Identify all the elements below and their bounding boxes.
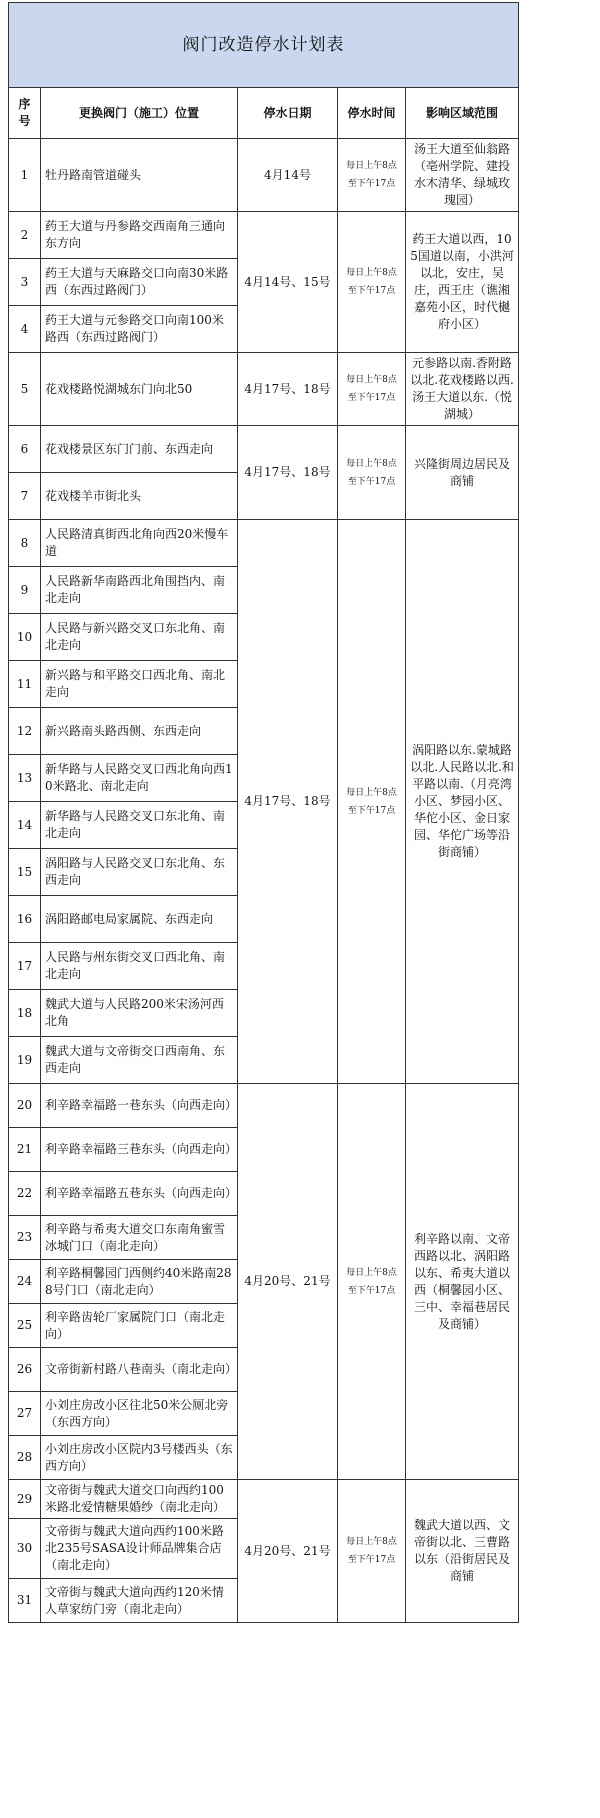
- header-location: 更换阀门（施工）位置: [41, 88, 238, 139]
- outage-date: 4月20号、21号: [238, 1480, 338, 1623]
- affected-area: 利辛路以南、文帝西路以北、涡阳路以东、希夷大道以西（桐馨园小区、三中、幸福巷居民及商铺）: [406, 1084, 519, 1480]
- outage-time-end: 至下午17点: [347, 805, 396, 816]
- row-number: 9: [9, 567, 41, 614]
- valve-location: 文帝街与魏武大道交口向西约100米路北爱情糖果婚纱（南北走向）: [41, 1480, 238, 1519]
- outage-time-start: 每日上午8点: [346, 1267, 397, 1278]
- valve-location: 文帝街与魏武大道向西约120米情人草家纺门旁（南北走向）: [41, 1579, 238, 1623]
- outage-date: 4月17号、18号: [238, 353, 338, 426]
- valve-location: 人民路与州东街交叉口西北角、南北走向: [41, 943, 238, 990]
- outage-time-end: 至下午17点: [347, 1555, 396, 1565]
- valve-location: 牡丹路南管道碰头: [41, 139, 238, 212]
- valve-location: 人民路与新兴路交叉口东北角、南北走向: [41, 614, 238, 661]
- valve-location: 涡阳路邮电局家属院、东西走向: [41, 896, 238, 943]
- schedule-sheet: [8, 2, 518, 1814]
- valve-location: 人民路新华南路西北角围挡内、南北走向: [41, 567, 238, 614]
- table-row: [9, 212, 519, 259]
- row-number: 17: [9, 943, 41, 990]
- row-number: 4: [9, 306, 41, 353]
- row-number: 8: [9, 520, 41, 567]
- row-number: 3: [9, 259, 41, 306]
- affected-area: 药王大道以西，105国道以南，小洪河以北，安庄，吴庄，西王庄（谯湘嘉苑小区，时代樾府小区）: [406, 212, 519, 353]
- header-date: 停水日期: [238, 88, 338, 139]
- valve-location: 新华路与人民路交叉口东北角、南北走向: [41, 802, 238, 849]
- row-number: 21: [9, 1128, 41, 1172]
- header-time: 停水时间: [338, 88, 406, 139]
- outage-date: 4月17号、18号: [238, 426, 338, 520]
- affected-area: 元参路以南.香附路以北.花戏楼路以西.汤王大道以东.（悦湖城）: [406, 353, 519, 426]
- outage-time: [338, 1480, 406, 1623]
- table-row: [9, 139, 519, 212]
- row-number: 19: [9, 1037, 41, 1084]
- row-number: 26: [9, 1348, 41, 1392]
- table-row: [9, 1480, 519, 1519]
- outage-date: 4月20号、21号: [238, 1084, 338, 1480]
- row-number: 10: [9, 614, 41, 661]
- row-number: 22: [9, 1172, 41, 1216]
- table-row: [9, 353, 519, 426]
- valve-location: 药王大道与丹参路交西南角三通向东方向: [41, 212, 238, 259]
- row-number: 15: [9, 849, 41, 896]
- valve-location: 新兴路与和平路交口西北角、南北走向: [41, 661, 238, 708]
- affected-area: 魏武大道以西、文帝街以北、三曹路以东（沿街居民及商铺: [406, 1480, 519, 1623]
- outage-date: 4月17号、18号: [238, 520, 338, 1084]
- outage-time: [338, 212, 406, 353]
- outage-date: 4月14号: [238, 139, 338, 212]
- affected-area: 涡阳路以东.蒙城路以北.人民路以北.和平路以南.（月亮湾小区、梦园小区、华佗小区、金日家园、华佗广场等沿街商铺）: [406, 520, 519, 1084]
- valve-location: 利辛路幸福路一巷东头（向西走向）: [41, 1084, 238, 1128]
- valve-location: 小刘庄房改小区往北50米公厕北旁（东西方向）: [41, 1392, 238, 1436]
- row-number: 18: [9, 990, 41, 1037]
- valve-location: 花戏楼景区东门门前、东西走向: [41, 426, 238, 473]
- outage-time-start: 每日上午8点: [346, 1537, 397, 1547]
- row-number: 14: [9, 802, 41, 849]
- valve-location: 花戏楼路悦湖城东门向北50: [41, 353, 238, 426]
- outage-time-start: 每日上午8点: [346, 375, 397, 385]
- row-number: 31: [9, 1579, 41, 1623]
- valve-location: 利辛路桐馨园门西侧约40米路南288号门口（南北走向）: [41, 1260, 238, 1304]
- row-number: 24: [9, 1260, 41, 1304]
- valve-location: 人民路清真街西北角向西20米慢车道: [41, 520, 238, 567]
- valve-location: 药王大道与元参路交口向南100米路西（东西过路阀门）: [41, 306, 238, 353]
- valve-location: 魏武大道与文帝街交口西南角、东西走向: [41, 1037, 238, 1084]
- row-number: 30: [9, 1519, 41, 1579]
- valve-location: 利辛路幸福路三巷东头（向西走向）: [41, 1128, 238, 1172]
- valve-location: 花戏楼羊市街北头: [41, 473, 238, 520]
- outage-time-start: 每日上午8点: [346, 161, 397, 171]
- row-number: 20: [9, 1084, 41, 1128]
- row-number: 5: [9, 353, 41, 426]
- outage-date: 4月14号、15号: [238, 212, 338, 353]
- valve-location: 小刘庄房改小区院内3号楼西头（东西方向）: [41, 1436, 238, 1480]
- valve-location: 魏武大道与人民路200米宋汤河西北角: [41, 990, 238, 1037]
- row-number: 25: [9, 1304, 41, 1348]
- outage-time: [338, 426, 406, 520]
- outage-time-start: 每日上午8点: [346, 268, 397, 278]
- row-number: 23: [9, 1216, 41, 1260]
- row-number: 27: [9, 1392, 41, 1436]
- header-no: 序号: [9, 88, 41, 139]
- page-title: 阀门改造停水计划表: [9, 3, 519, 88]
- row-number: 6: [9, 426, 41, 473]
- table-row: [9, 520, 519, 567]
- valve-location: 文帝街新村路八巷南头（南北走向）: [41, 1348, 238, 1392]
- outage-time-start: 每日上午8点: [346, 787, 397, 798]
- outage-time: [338, 353, 406, 426]
- valve-location: 利辛路齿轮厂家属院门口（南北走向）: [41, 1304, 238, 1348]
- table-row: [9, 426, 519, 473]
- row-number: 28: [9, 1436, 41, 1480]
- row-number: 12: [9, 708, 41, 755]
- outage-time: [338, 520, 406, 1084]
- outage-time: [338, 139, 406, 212]
- header-area: 影响区域范围: [406, 88, 519, 139]
- row-number: 13: [9, 755, 41, 802]
- outage-time-end: 至下午17点: [347, 1285, 396, 1296]
- outage-time-end: 至下午17点: [347, 286, 396, 296]
- row-number: 11: [9, 661, 41, 708]
- row-number: 29: [9, 1480, 41, 1519]
- valve-location: 新华路与人民路交叉口西北角向西10米路北、南北走向: [41, 755, 238, 802]
- row-number: 1: [9, 139, 41, 212]
- valve-location: 新兴路南头路西侧、东西走向: [41, 708, 238, 755]
- row-number: 2: [9, 212, 41, 259]
- valve-location: 利辛路与希夷大道交口东南角蜜雪冰城门口（南北走向）: [41, 1216, 238, 1260]
- valve-location: 涡阳路与人民路交叉口东北角、东西走向: [41, 849, 238, 896]
- valve-location: 利辛路幸福路五巷东头（向西走向）: [41, 1172, 238, 1216]
- outage-time: [338, 1084, 406, 1480]
- valve-location: 文帝街与魏武大道向西约100米路北235号SASA设计师品牌集合店（南北走向）: [41, 1519, 238, 1579]
- table-row: [9, 1084, 519, 1128]
- row-number: 16: [9, 896, 41, 943]
- outage-time-end: 至下午17点: [347, 393, 396, 403]
- outage-time-end: 至下午17点: [347, 476, 396, 487]
- outage-time-start: 每日上午8点: [346, 458, 397, 469]
- row-number: 7: [9, 473, 41, 520]
- valve-location: 药王大道与天麻路交口向南30米路西（东西过路阀门）: [41, 259, 238, 306]
- affected-area: 汤王大道至仙翁路（亳州学院、建投水木清华、绿城玫瑰园）: [406, 139, 519, 212]
- affected-area: 兴隆街周边居民及商铺: [406, 426, 519, 520]
- water-outage-table: [8, 2, 519, 1623]
- outage-time-end: 至下午17点: [347, 179, 396, 189]
